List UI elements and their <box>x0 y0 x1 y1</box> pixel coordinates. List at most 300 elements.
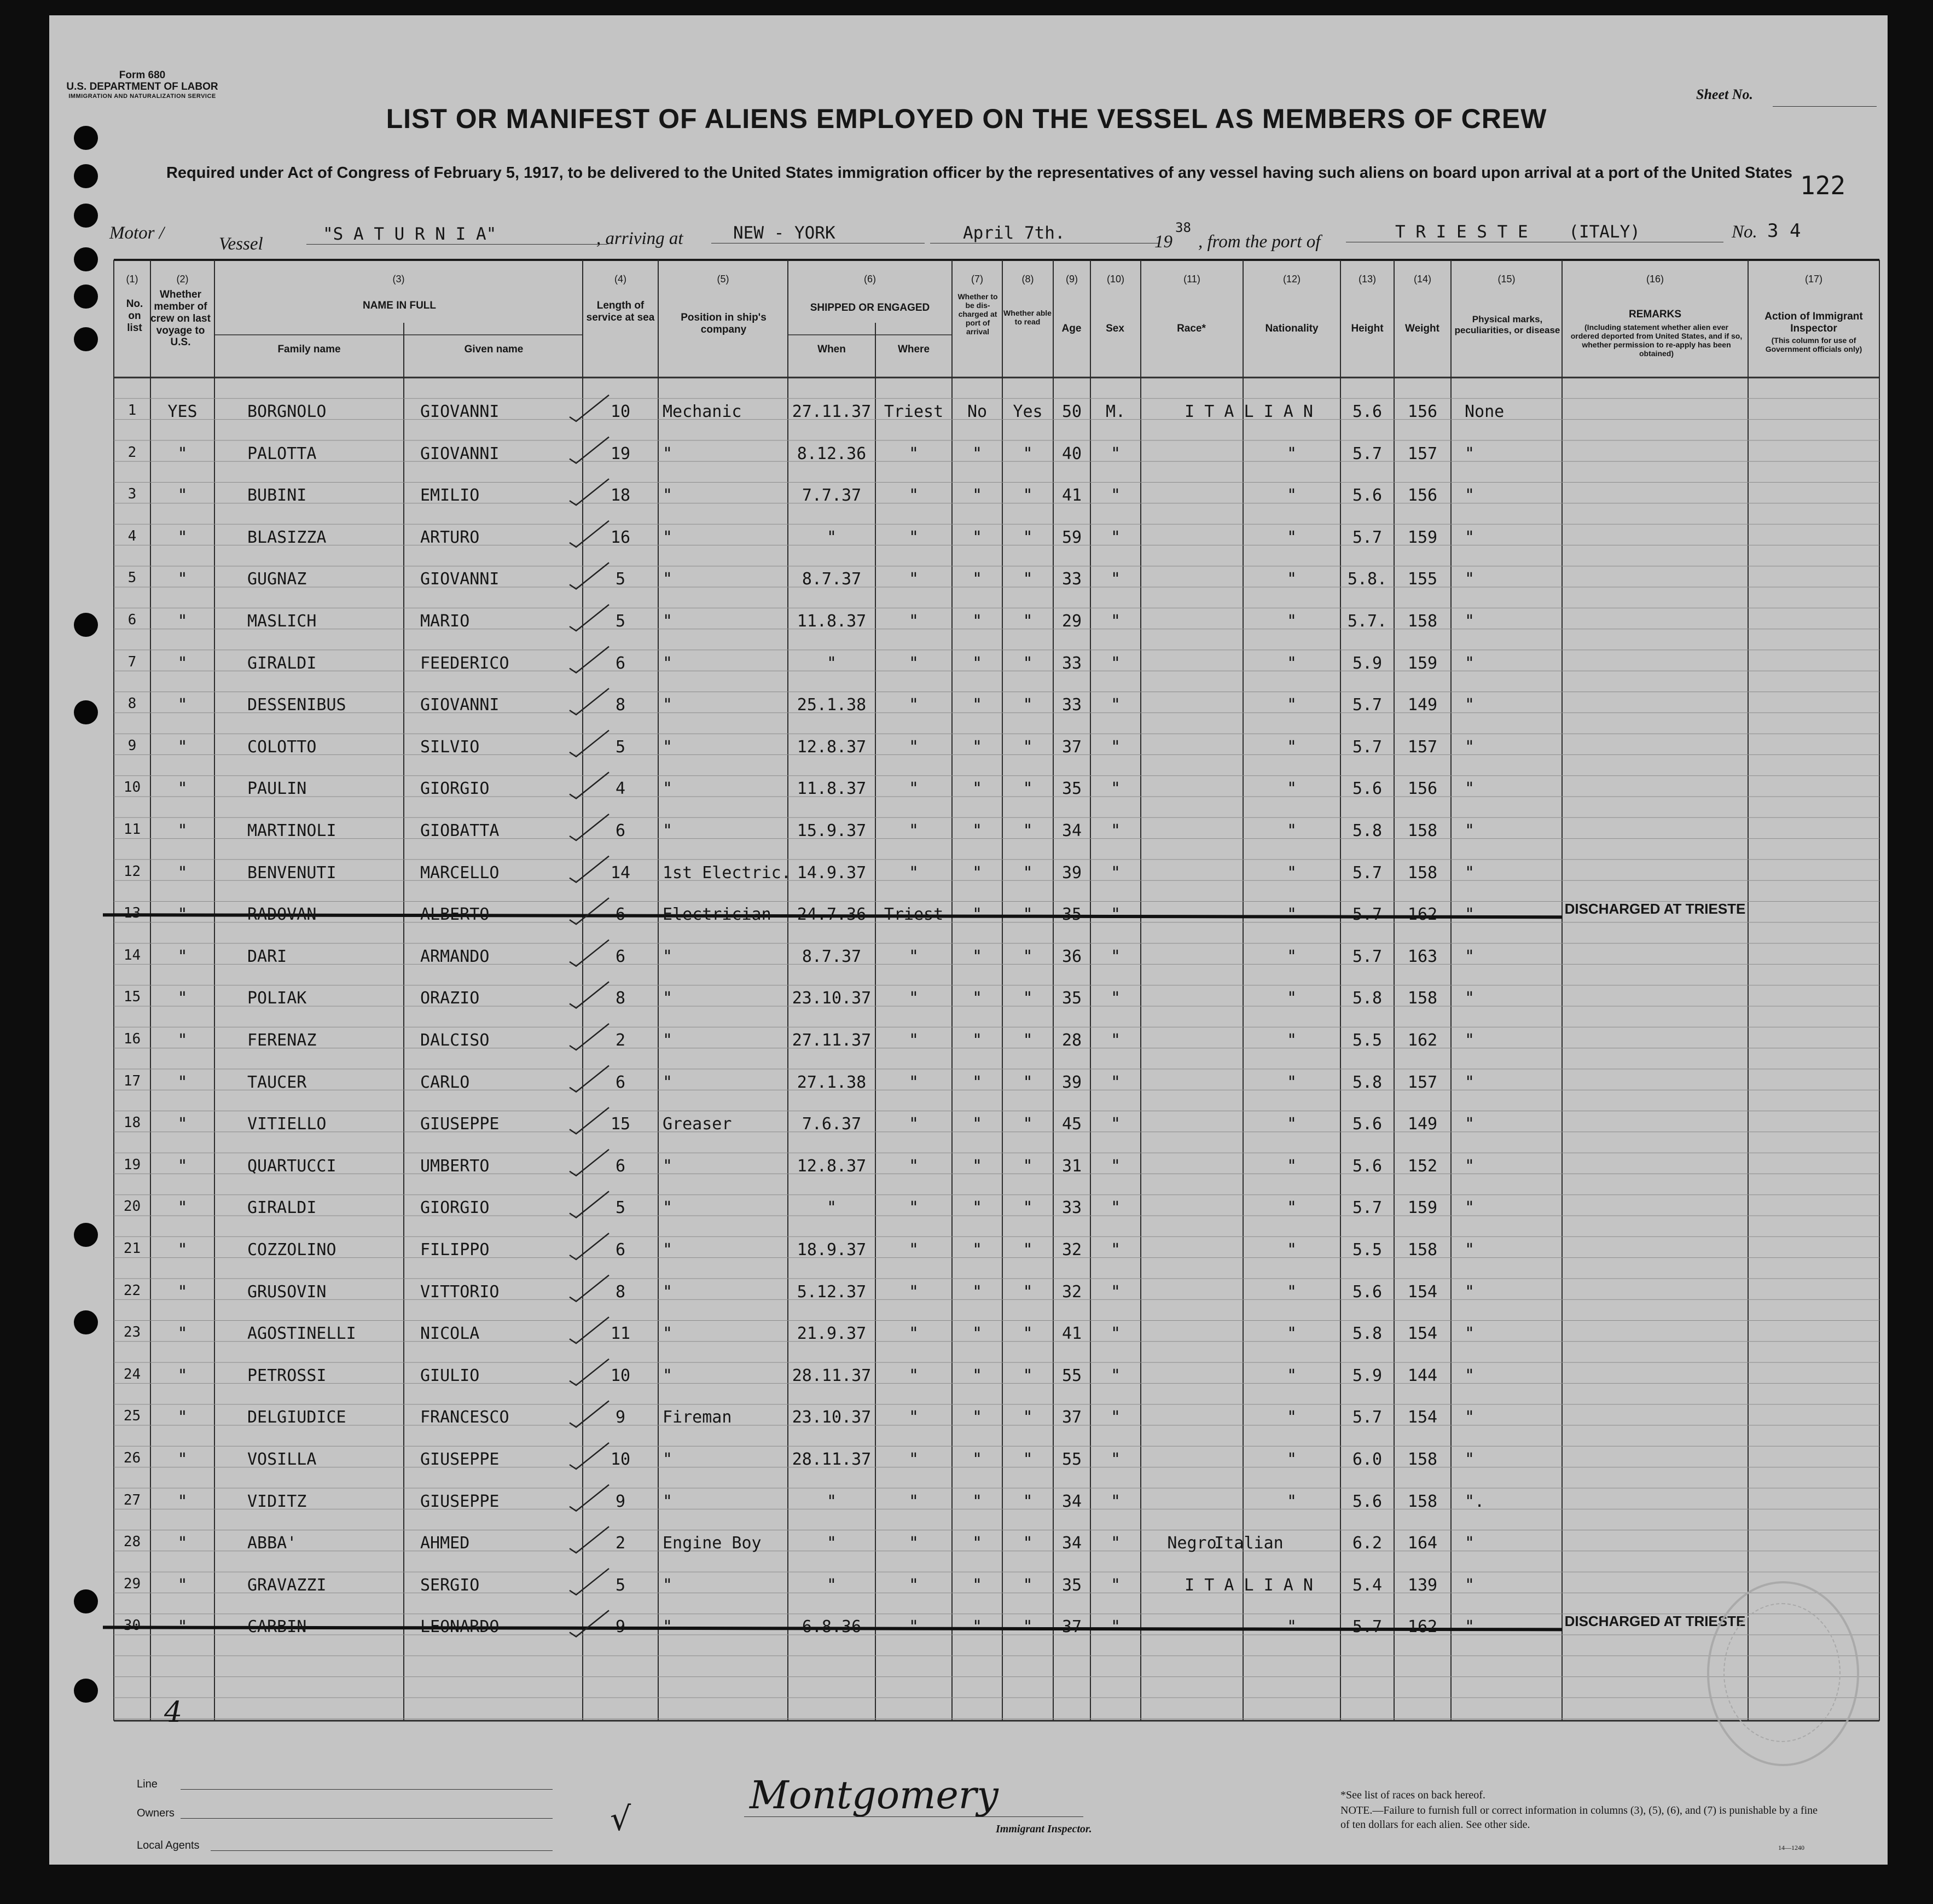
cell-physical: " <box>1465 1031 1475 1050</box>
cell-family: GIRALDI <box>247 653 317 673</box>
cell-no: 6 <box>127 612 137 628</box>
cell-height: 5.7 <box>1352 444 1383 463</box>
cell-member: " <box>177 1575 188 1595</box>
cell-where: " <box>908 527 919 547</box>
cell-height: 5.7 <box>1352 863 1383 883</box>
cell-discharged: " <box>972 1575 983 1595</box>
cell-given: GIORGIO <box>420 1198 490 1218</box>
cell-no: 11 <box>123 821 141 838</box>
cell-nationality: " <box>1286 527 1297 547</box>
header-name-in-full: NAME IN FULL <box>362 300 437 311</box>
cell-given: MARIO <box>420 612 470 631</box>
cell-weight: 156 <box>1407 486 1438 506</box>
cell-nationality: " <box>1286 1282 1297 1302</box>
cell-nationality: " <box>1286 1240 1297 1259</box>
cell-nationality: " <box>1286 695 1297 715</box>
cell-no: 26 <box>123 1450 141 1466</box>
form-service: IMMIGRATION AND NATURALIZATION SERVICE <box>68 92 216 100</box>
cell-read: " <box>1023 570 1033 589</box>
cell-length: 2 <box>615 1031 626 1050</box>
cell-read: " <box>1023 1240 1033 1259</box>
cell-member: " <box>177 444 188 463</box>
column-number: (11) <box>1183 274 1200 285</box>
cell-nationality: " <box>1286 444 1297 463</box>
cell-given: VITTORIO <box>420 1282 500 1302</box>
cell-age: 50 <box>1061 402 1082 421</box>
form-department: U.S. DEPARTMENT OF LABOR <box>66 80 218 92</box>
cell-weight: 158 <box>1407 821 1438 840</box>
cell-height: 5.7 <box>1352 737 1383 757</box>
header-remarks: REMARKS <box>1628 309 1682 320</box>
cell-discharged: " <box>972 863 983 883</box>
header-age: Age <box>1061 323 1082 334</box>
cell-height: 5.4 <box>1352 1575 1383 1595</box>
cell-physical: " <box>1465 1617 1475 1637</box>
cell-position: " <box>663 695 673 715</box>
cell-discharged: " <box>972 1617 983 1637</box>
cell-where: " <box>908 863 919 883</box>
cell-length: 6 <box>615 821 626 840</box>
cell-nationality: " <box>1286 1366 1297 1385</box>
cell-height: 5.5 <box>1352 1031 1383 1050</box>
cell-family: MASLICH <box>247 612 317 631</box>
cell-read: " <box>1023 989 1033 1008</box>
signature-line <box>744 1816 1083 1817</box>
vessel-label: Vessel <box>219 234 263 254</box>
cell-position: Electrician <box>663 905 771 925</box>
cell-length: 16 <box>610 527 631 547</box>
cell-read: " <box>1023 527 1033 547</box>
cell-where: " <box>908 1366 919 1385</box>
cell-given: UMBERTO <box>420 1156 490 1176</box>
cell-position: " <box>663 1324 673 1344</box>
cell-length: 14 <box>610 863 631 883</box>
cell-when: " <box>826 1198 837 1218</box>
cell-position: " <box>663 947 673 966</box>
cell-sex: " <box>1110 695 1121 715</box>
cell-position: " <box>663 1366 673 1385</box>
race-note: *See list of races on back hereof. <box>1340 1789 1485 1801</box>
document-title: LIST OR MANIFEST OF ALIENS EMPLOYED ON THE VESSEL AS MEMBERS OF CREW <box>386 103 1547 134</box>
cell-read: " <box>1023 1408 1033 1427</box>
cell-when: 27.11.37 <box>792 1031 872 1050</box>
cell-discharged: " <box>972 1491 983 1511</box>
cell-nationality: " <box>1286 1156 1297 1176</box>
cell-member: " <box>177 612 188 631</box>
column-number: (8) <box>1021 274 1034 285</box>
header-race: Race* <box>1177 323 1206 334</box>
cell-sex: " <box>1110 1282 1121 1302</box>
cell-age: 37 <box>1061 737 1082 757</box>
cell-given: CARLO <box>420 1072 470 1092</box>
cell-given: GIORGIO <box>420 779 490 799</box>
cell-read: " <box>1023 653 1033 673</box>
cell-weight: 152 <box>1407 1156 1438 1176</box>
header-nationality: Nationality <box>1265 323 1319 334</box>
cell-read: " <box>1023 779 1033 799</box>
cell-where: " <box>908 1450 919 1469</box>
cell-family: VOSILLA <box>247 1450 317 1469</box>
cell-where: " <box>908 1240 919 1259</box>
cell-age: 36 <box>1061 947 1082 966</box>
cell-age: 28 <box>1061 1031 1082 1050</box>
cell-weight: 157 <box>1407 1072 1438 1092</box>
cell-weight: 162 <box>1407 1617 1438 1637</box>
year-suffix: 38 <box>1175 220 1191 235</box>
cell-sex: " <box>1110 989 1121 1008</box>
cell-read: " <box>1023 737 1033 757</box>
manifest-no-value: 3 4 <box>1767 220 1801 242</box>
cell-sex: " <box>1110 527 1121 547</box>
cell-race: Negro <box>1167 1534 1217 1553</box>
cell-discharged: " <box>972 821 983 840</box>
footer-line-underline <box>181 1789 553 1790</box>
cell-read: " <box>1023 1114 1033 1134</box>
cell-member: " <box>177 653 188 673</box>
footer-line-label: Line <box>137 1778 158 1790</box>
cell-read: " <box>1023 1534 1033 1553</box>
cell-family: BENVENUTI <box>247 863 336 883</box>
cell-when: 12.8.37 <box>797 1156 867 1176</box>
cell-given: AHMED <box>420 1534 470 1553</box>
cell-weight: 158 <box>1407 863 1438 883</box>
cell-sex: " <box>1110 1198 1121 1218</box>
cell-family: AGOSTINELLI <box>247 1324 356 1344</box>
footer-agents-underline <box>211 1850 553 1851</box>
cell-given: ALBERTO <box>420 905 490 925</box>
cell-member: " <box>177 1534 188 1553</box>
cell-no: 29 <box>123 1575 141 1592</box>
cell-member: " <box>177 947 188 966</box>
cell-family: TAUCER <box>247 1072 307 1092</box>
cell-age: 59 <box>1061 527 1082 547</box>
cell-nationality: " <box>1286 1031 1297 1050</box>
cell-where: " <box>908 1617 919 1637</box>
column-number: (7) <box>971 274 983 285</box>
cell-length: 2 <box>615 1534 626 1553</box>
cell-when: " <box>826 1491 837 1511</box>
cell-nationality: " <box>1286 1072 1297 1092</box>
cell-age: 29 <box>1061 612 1082 631</box>
vessel-name: "S A T U R N I A" <box>306 224 607 245</box>
cell-length: 10 <box>610 402 631 421</box>
cell-when: 7.6.37 <box>802 1114 862 1134</box>
cell-physical: " <box>1465 1575 1475 1595</box>
cell-physical: " <box>1465 486 1475 506</box>
cell-sex: " <box>1110 1240 1121 1259</box>
cell-where: " <box>908 570 919 589</box>
cell-discharged: " <box>972 1366 983 1385</box>
cell-no: 5 <box>127 570 137 587</box>
cell-height: 5.7 <box>1352 947 1383 966</box>
cell-weight: 158 <box>1407 1450 1438 1469</box>
cell-sex: " <box>1110 863 1121 883</box>
cell-nationality: I T A L I A N <box>1185 1575 1313 1595</box>
cell-physical: None <box>1465 402 1505 421</box>
cell-weight: 144 <box>1407 1366 1438 1385</box>
cell-when: " <box>826 1575 837 1595</box>
cell-age: 33 <box>1061 653 1082 673</box>
cell-physical: " <box>1465 779 1475 799</box>
cell-sex: " <box>1110 1156 1121 1176</box>
cell-nationality: " <box>1286 1198 1297 1218</box>
cell-physical: " <box>1465 527 1475 547</box>
cell-weight: 158 <box>1407 989 1438 1008</box>
cell-length: 4 <box>615 779 626 799</box>
cell-where: " <box>908 444 919 463</box>
cell-nationality: " <box>1286 653 1297 673</box>
cell-position: " <box>663 653 673 673</box>
cell-family: MARTINOLI <box>247 821 336 840</box>
cell-physical: " <box>1465 1156 1475 1176</box>
cell-height: 5.8 <box>1352 1324 1383 1344</box>
cell-given: GIOVANNI <box>420 402 500 421</box>
cell-no: 10 <box>123 779 141 796</box>
cell-height: 5.6 <box>1352 779 1383 799</box>
cell-member: " <box>177 1031 188 1050</box>
cell-read: " <box>1023 1156 1033 1176</box>
cell-nationality: " <box>1286 905 1297 925</box>
cell-length: 18 <box>610 486 631 506</box>
cell-position: " <box>663 1450 673 1469</box>
footer-owners-underline <box>181 1818 553 1819</box>
cell-discharged: " <box>972 486 983 506</box>
cell-family: BORGNOLO <box>247 402 327 421</box>
cell-age: 37 <box>1061 1617 1082 1637</box>
cell-when: 14.9.37 <box>797 863 867 883</box>
cell-nationality: " <box>1286 1450 1297 1469</box>
cell-sex: " <box>1110 1491 1121 1511</box>
cell-weight: 157 <box>1407 737 1438 757</box>
cell-when: 25.1.38 <box>797 695 867 715</box>
header-member-last-voyage: Whether member of crew on last voyage to U.S. <box>150 289 211 349</box>
cell-discharged: " <box>972 989 983 1008</box>
cell-member: " <box>177 1072 188 1092</box>
cell-height: 5.8. <box>1347 570 1388 589</box>
header-when: When <box>817 344 846 355</box>
cell-length: 11 <box>610 1324 631 1344</box>
cell-weight: 164 <box>1407 1534 1438 1553</box>
cell-age: 35 <box>1061 1575 1082 1595</box>
cell-member: " <box>177 1156 188 1176</box>
cell-position: Fireman <box>663 1408 732 1427</box>
cell-length: 19 <box>610 444 631 463</box>
cell-member: " <box>177 527 188 547</box>
column-number: (9) <box>1066 274 1078 285</box>
cell-age: 40 <box>1061 444 1082 463</box>
manifest-no-label: No. <box>1732 222 1757 242</box>
cell-read: " <box>1023 695 1033 715</box>
footer-owners-label: Owners <box>137 1807 175 1819</box>
cell-read: " <box>1023 1072 1033 1092</box>
cell-where: " <box>908 1198 919 1218</box>
page-number: 122 <box>1800 171 1846 200</box>
column-number: (12) <box>1282 274 1301 285</box>
cell-when: 18.9.37 <box>797 1240 867 1259</box>
cell-length: 5 <box>615 612 626 631</box>
header-sex: Sex <box>1106 323 1124 334</box>
header-able-read: Whether able to read <box>1003 309 1052 327</box>
cell-age: 34 <box>1061 1491 1082 1511</box>
cell-age: 41 <box>1061 486 1082 506</box>
column-number: (2) <box>176 274 189 285</box>
cell-sex: " <box>1110 653 1121 673</box>
cell-length: 10 <box>610 1450 631 1469</box>
cell-no: 21 <box>123 1240 141 1257</box>
cell-sex: " <box>1110 444 1121 463</box>
cell-member: " <box>177 486 188 506</box>
cell-no: 14 <box>123 947 141 963</box>
cell-discharged: " <box>972 1282 983 1302</box>
column-number: (1) <box>126 274 138 285</box>
cell-height: 5.8 <box>1352 989 1383 1008</box>
cell-no: 9 <box>127 737 137 754</box>
footer-agents-label: Local Agents <box>137 1839 200 1851</box>
cell-position: " <box>663 779 673 799</box>
cell-given: GIOVANNI <box>420 444 500 463</box>
cell-no: 12 <box>123 863 141 880</box>
cell-height: 5.6 <box>1352 1282 1383 1302</box>
cell-no: 20 <box>123 1198 141 1215</box>
cell-family: DESSENIBUS <box>247 695 346 715</box>
sheet-number-label: Sheet No. <box>1696 86 1753 102</box>
cell-member: " <box>177 1282 188 1302</box>
cell-length: 5 <box>615 1575 626 1595</box>
header-given-name: Given name <box>464 344 524 355</box>
motor-label: Motor / <box>109 223 164 243</box>
cell-member: " <box>177 1114 188 1134</box>
cell-discharged: " <box>972 1198 983 1218</box>
cell-discharged: " <box>972 905 983 925</box>
cell-weight: 149 <box>1407 1114 1438 1134</box>
cell-discharged: " <box>972 570 983 589</box>
cell-read: " <box>1023 1031 1033 1050</box>
cell-nationality: " <box>1286 570 1297 589</box>
cell-weight: 149 <box>1407 695 1438 715</box>
header-discharged: Whether to be dis-charged at port of arrival <box>957 292 998 336</box>
cell-age: 45 <box>1061 1114 1082 1134</box>
cell-length: 9 <box>615 1617 626 1637</box>
cell-member: " <box>177 863 188 883</box>
cell-read: " <box>1023 1366 1033 1385</box>
cell-height: 5.7 <box>1352 1198 1383 1218</box>
cell-member: " <box>177 821 188 840</box>
cell-position: " <box>663 989 673 1008</box>
column-number: (5) <box>717 274 729 285</box>
cell-sex: " <box>1110 1575 1121 1595</box>
cell-physical: " <box>1465 1534 1475 1553</box>
cell-when: 5.12.37 <box>797 1282 867 1302</box>
cell-no: 3 <box>127 486 137 503</box>
cell-member: YES <box>167 402 198 421</box>
inspector-signature: Montgomery <box>750 1773 999 1818</box>
cell-nationality: " <box>1286 737 1297 757</box>
header-weight: Weight <box>1405 323 1439 334</box>
cell-where: " <box>908 737 919 757</box>
cell-when: 8.7.37 <box>802 570 862 589</box>
cell-read: Yes <box>1013 402 1043 421</box>
cell-length: 6 <box>615 1156 626 1176</box>
cell-where: " <box>908 653 919 673</box>
cell-sex: " <box>1110 1324 1121 1344</box>
cell-sex: " <box>1110 1617 1121 1637</box>
cell-where: " <box>908 989 919 1008</box>
cell-member: " <box>177 1491 188 1511</box>
cell-where: " <box>908 1491 919 1511</box>
cell-nationality: " <box>1286 863 1297 883</box>
cell-discharged: " <box>972 444 983 463</box>
cell-where: " <box>908 1031 919 1050</box>
cell-height: 5.9 <box>1352 653 1383 673</box>
cell-age: 41 <box>1061 1324 1082 1344</box>
cell-where: " <box>908 821 919 840</box>
cell-no: 16 <box>123 1031 141 1047</box>
cell-sex: " <box>1110 821 1121 840</box>
cell-no: 2 <box>127 444 137 461</box>
cell-height: 5.7 <box>1352 905 1383 925</box>
header-no-on-list: No. on list <box>126 298 143 334</box>
cell-family: POLIAK <box>247 989 307 1008</box>
cell-age: 39 <box>1061 863 1082 883</box>
column-number: (3) <box>392 274 405 285</box>
cell-read: " <box>1023 863 1033 883</box>
cell-read: " <box>1023 612 1033 631</box>
cell-position: " <box>663 1617 673 1637</box>
cell-discharged: " <box>972 653 983 673</box>
cell-discharged: " <box>972 1534 983 1553</box>
cell-nationality: " <box>1286 612 1297 631</box>
cell-weight: 156 <box>1407 779 1438 799</box>
cell-position: " <box>663 821 673 840</box>
cell-family: COZZOLINO <box>247 1240 336 1259</box>
cell-given: DALCISO <box>420 1031 490 1050</box>
cell-length: 10 <box>610 1366 631 1385</box>
cell-where: " <box>908 1575 919 1595</box>
cell-nationality: " <box>1286 779 1297 799</box>
cell-height: 5.5 <box>1352 1240 1383 1259</box>
cell-age: 33 <box>1061 695 1082 715</box>
cell-physical: " <box>1465 570 1475 589</box>
cell-where: Triest <box>884 905 944 925</box>
cell-when: 23.10.37 <box>792 989 872 1008</box>
cell-length: 6 <box>615 1072 626 1092</box>
cell-family: DELGIUDICE <box>247 1408 346 1427</box>
cell-age: 39 <box>1061 1072 1082 1092</box>
cell-sex: " <box>1110 779 1121 799</box>
cell-position: Greaser <box>663 1114 732 1134</box>
cell-family: QUARTUCCI <box>247 1156 336 1176</box>
cell-age: 35 <box>1061 989 1082 1008</box>
cell-member: " <box>177 1198 188 1218</box>
cell-height: 5.6 <box>1352 402 1383 421</box>
cell-no: 24 <box>123 1366 141 1383</box>
header-shipped-engaged: SHIPPED OR ENGAGED <box>810 302 930 314</box>
form-code: 14—1240 <box>1778 1844 1804 1851</box>
cell-position: " <box>663 612 673 631</box>
cell-age: 33 <box>1061 570 1082 589</box>
cell-weight: 158 <box>1407 1240 1438 1259</box>
cell-read: " <box>1023 1575 1033 1595</box>
cell-discharged: " <box>972 947 983 966</box>
cell-physical: " <box>1465 1408 1475 1427</box>
year-prefix: 19 <box>1154 232 1172 252</box>
cell-when: 27.11.37 <box>792 402 872 421</box>
cell-nationality: " <box>1286 947 1297 966</box>
cell-age: 34 <box>1061 1534 1082 1553</box>
cell-no: 27 <box>123 1491 141 1508</box>
cell-read: " <box>1023 1324 1033 1344</box>
cell-height: 5.7. <box>1347 612 1388 631</box>
